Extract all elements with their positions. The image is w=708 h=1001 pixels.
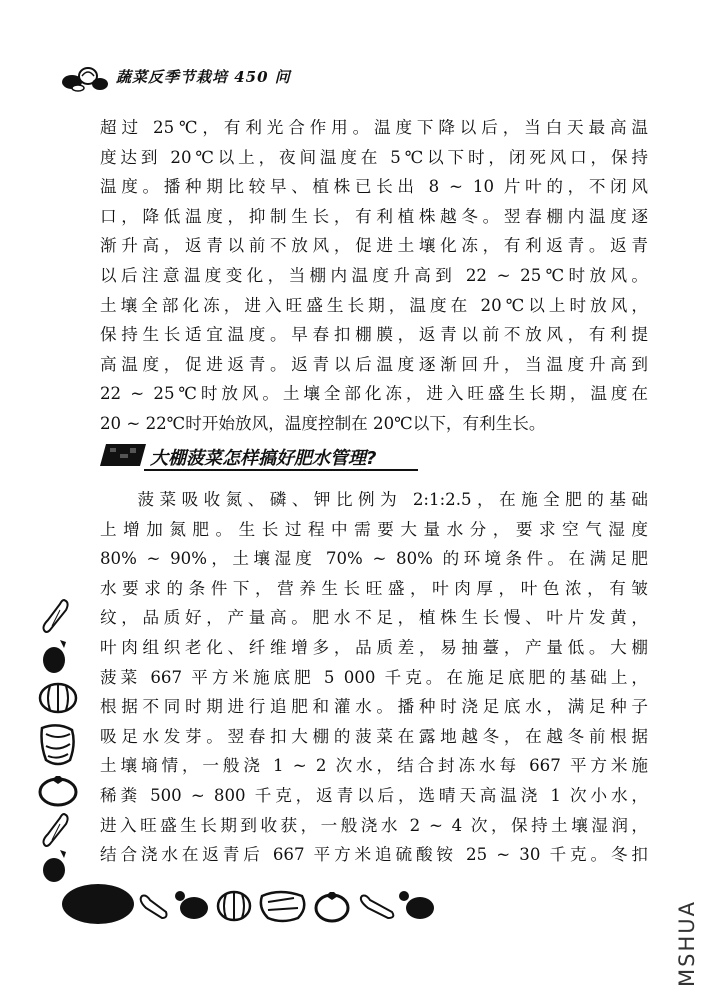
text-line: 渐升高，返青以前不放风，促进土壤化冻，有利返青。返青 bbox=[100, 236, 648, 256]
text-line: 纹，品质好，产量高。肥水不足，植株生长慢、叶片发黄， bbox=[100, 608, 648, 628]
text-line: 高温度，促进返青。返青以后温度逐渐回升，当温度升高到 bbox=[100, 354, 648, 374]
page-header-title: 蔬菜反季节栽培 450 问 bbox=[116, 68, 291, 86]
cucumber-icon bbox=[141, 896, 167, 919]
page-header bbox=[60, 62, 480, 98]
text-line: 超过 25℃，有利光合作用。温度下降以后，当白天最高温 bbox=[100, 118, 648, 137]
text-line: 上增加氮肥。生长过程中需要大量水分，要求空气湿度 bbox=[100, 519, 648, 539]
text-line: 口，降低温度，抑制生长，有利植株越冬。翌春棚内温度逐 bbox=[100, 206, 648, 226]
text-line: 以后注意温度变化，当棚内温度升高到 22 ~ 25℃时放风。 bbox=[100, 265, 648, 285]
cucumber-icon bbox=[36, 810, 76, 850]
text-line: 土壤墒情，一般浇 1 ~ 2 次水，结合封冻水每 667 平方米施 bbox=[100, 756, 648, 776]
black-oval-icon bbox=[62, 884, 134, 924]
text-line: 22 ~ 25℃时放风。土壤全部化冻，进入旺盛生长期，温度在 bbox=[100, 384, 648, 404]
pumpkin-icon bbox=[218, 892, 250, 920]
text-line: 吸足水发芽。翌春扣大棚的菠菜在露地越冬，在越冬前根据 bbox=[100, 726, 648, 746]
body-paragraph-2 bbox=[100, 485, 648, 870]
text-line: 温度。播种期比较早、植株已长出 8 ~ 10 片叶的，不闭风 bbox=[100, 177, 648, 197]
text-line: 20 ~ 22℃时开始放风，温度控制在 20℃以下，有利生长。 bbox=[100, 413, 546, 433]
question-text: 大棚菠菜怎样搞好肥水管理? bbox=[150, 448, 377, 469]
text-line: 根据不同时期进行追肥和灌水。播种时浇足底水，满足种子 bbox=[100, 697, 648, 717]
footer-vegetable-strip bbox=[62, 882, 482, 926]
text-line: 水要求的条件下，营养生长旺盛，叶肉厚，叶色浓，有皱 bbox=[100, 578, 648, 598]
text-line: 稀粪 500 ~ 800 千克，返青以后，选晴天高温浇 1 次小水， bbox=[100, 785, 648, 805]
text-line bbox=[100, 485, 648, 515]
cucumber-icon bbox=[361, 896, 393, 919]
text-line: 保持生长适宜温度。早春扣棚膜，返青以前不放风，有利提 bbox=[100, 325, 648, 345]
eggplant-icon bbox=[175, 891, 208, 919]
tomato-icon bbox=[36, 772, 80, 808]
cucumber-icon bbox=[36, 596, 76, 636]
text-line: 80% ~ 90%，土壤湿度 70% ~ 80% 的环境条件。在满足肥 bbox=[100, 549, 648, 569]
text-line: 结合浇水在返青后 667 平方米追硫酸铵 25 ~ 30 千克。冬扣 bbox=[100, 845, 648, 865]
question-underline bbox=[144, 469, 418, 471]
tomato-icon bbox=[316, 892, 348, 921]
eggplant-icon bbox=[36, 636, 76, 676]
question-heading bbox=[100, 440, 420, 472]
vegetable-cluster-icon bbox=[60, 62, 110, 94]
cabbage-icon bbox=[261, 892, 304, 921]
vegetable-decoration-column bbox=[36, 596, 86, 886]
text-line: 叶肉组织老化、纤维增多，品质差，易抽薹，产量低。大棚 bbox=[100, 637, 648, 657]
body-paragraph-1 bbox=[100, 113, 648, 439]
text-line: 度达到 20℃以上，夜间温度在 5℃以下时，闭死风口，保持 bbox=[100, 147, 648, 167]
pumpkin-icon bbox=[36, 678, 80, 716]
text-line: 进入旺盛生长期到收获，一般浇水 2 ~ 4 次，保持土壤湿润， bbox=[100, 815, 648, 835]
eggplant-icon bbox=[399, 891, 434, 919]
text-line-content: 菠菜吸收氮、磷、钾比例为 2:1:2.5，在施全肥的基础 bbox=[132, 490, 648, 509]
cabbage-icon bbox=[36, 720, 80, 770]
text-line: 土壤全部化冻，进入旺盛生长期，温度在 20℃以上时放风， bbox=[100, 295, 648, 315]
watermark-text: MSHUA bbox=[675, 900, 699, 987]
text-line: 菠菜 667 平方米施底肥 5 000 千克。在施足底肥的基础上， bbox=[100, 667, 648, 687]
watermark bbox=[668, 880, 708, 990]
question-badge-icon bbox=[100, 442, 146, 468]
eggplant-icon bbox=[36, 848, 76, 884]
